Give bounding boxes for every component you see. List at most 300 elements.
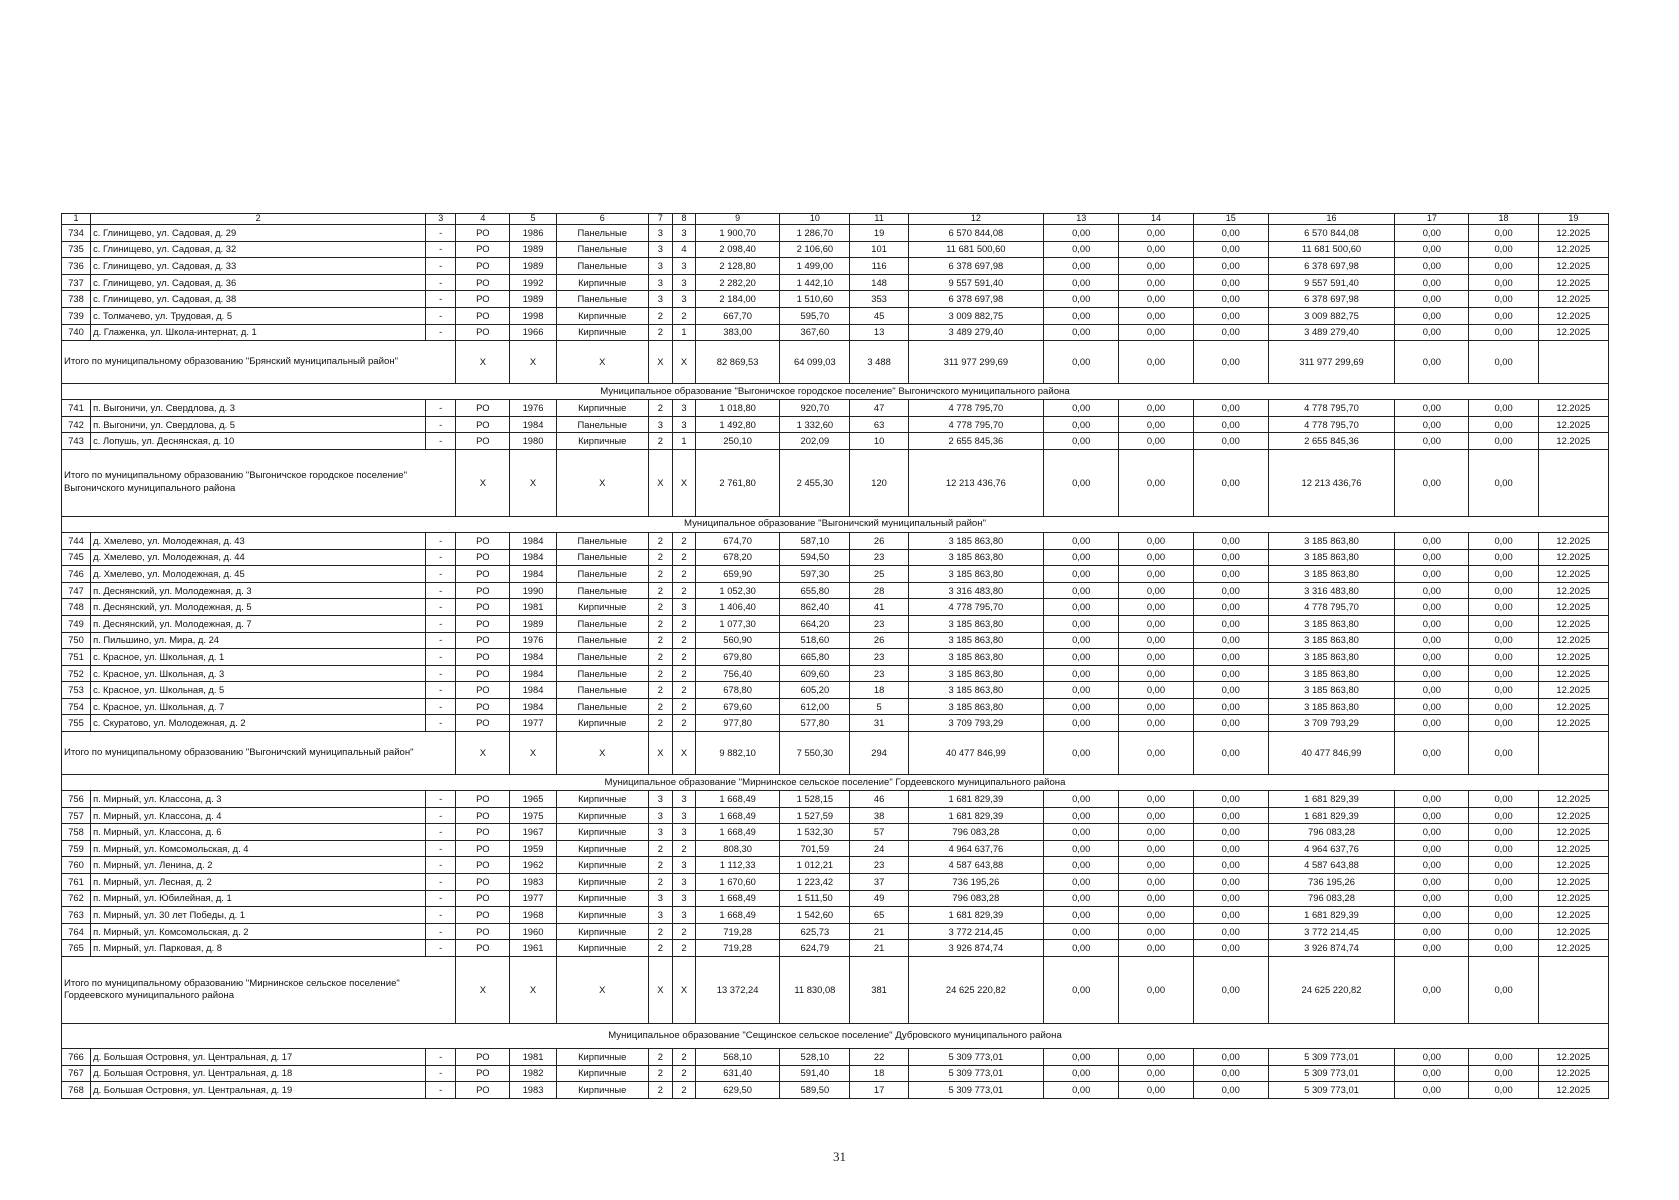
table-cell: 2 <box>672 682 695 699</box>
table-cell: 2 <box>648 400 672 417</box>
table-row <box>62 840 1609 857</box>
table-cell: 0,00 <box>1395 274 1469 291</box>
table-cell: РО <box>456 241 510 258</box>
table-cell: 1992 <box>510 274 556 291</box>
table-cell: 12.2025 <box>1538 649 1608 666</box>
subtotal-cell: 0,00 <box>1193 449 1268 516</box>
table-row <box>62 890 1609 907</box>
subtotal-cell: X <box>456 957 510 1024</box>
table-cell: 719,28 <box>696 940 780 957</box>
table-cell: Панельные <box>556 682 648 699</box>
table-cell: 0,00 <box>1044 400 1119 417</box>
table-cell: 6 570 844,08 <box>908 225 1043 242</box>
table-cell: 0,00 <box>1193 566 1268 583</box>
table-cell: 0,00 <box>1193 682 1268 699</box>
row-number: 742 <box>62 416 91 433</box>
table-cell: 3 <box>672 258 695 275</box>
subtotal-cell: 82 869,53 <box>696 341 780 384</box>
table-cell: 1984 <box>510 566 556 583</box>
address-cell: п. Мирный, ул. Ленина, д. 2 <box>91 857 426 874</box>
subtotal-cell: 2 761,80 <box>696 449 780 516</box>
table-cell: РО <box>456 324 510 341</box>
table-cell: 2 <box>648 566 672 583</box>
subtotal-label: Итого по муниципальному образованию "Мирнинское сельское поселение" Гордеевского муниципального района <box>62 957 456 1024</box>
table-cell: Кирпичные <box>556 857 648 874</box>
row-number: 736 <box>62 258 91 275</box>
row-number: 735 <box>62 241 91 258</box>
subtotal-cell: 0,00 <box>1193 732 1268 775</box>
table-cell: 31 <box>850 715 908 732</box>
table-cell: - <box>426 874 456 891</box>
table-cell: 0,00 <box>1395 857 1469 874</box>
table-cell: 0,00 <box>1044 649 1119 666</box>
table-cell: 0,00 <box>1119 649 1193 666</box>
row-number: 750 <box>62 632 91 649</box>
table-cell: - <box>426 791 456 808</box>
address-cell: с. Лопушь, ул. Деснянская, д. 10 <box>91 433 426 450</box>
table-cell: 796 083,28 <box>1268 824 1394 841</box>
table-cell: 667,70 <box>696 307 780 324</box>
table-cell: 0,00 <box>1119 698 1193 715</box>
table-cell: 1975 <box>510 807 556 824</box>
table-cell: 0,00 <box>1044 907 1119 924</box>
subtotal-cell: 294 <box>850 732 908 775</box>
table-cell: 594,50 <box>780 549 850 566</box>
table-cell: 0,00 <box>1469 532 1538 549</box>
table-cell: 0,00 <box>1469 682 1538 699</box>
table-cell: 4 964 637,76 <box>1268 840 1394 857</box>
table-cell: 1989 <box>510 241 556 258</box>
address-cell: с. Толмачево, ул. Трудовая, д. 5 <box>91 307 426 324</box>
table-cell: 0,00 <box>1193 582 1268 599</box>
table-cell: 3 316 483,80 <box>908 582 1043 599</box>
column-header: 3 <box>426 214 456 225</box>
table-cell: 0,00 <box>1044 241 1119 258</box>
table-cell: 1 527,59 <box>780 807 850 824</box>
table-cell: 0,00 <box>1395 416 1469 433</box>
table-cell: Кирпичные <box>556 874 648 891</box>
table-cell: 0,00 <box>1395 225 1469 242</box>
table-cell: 0,00 <box>1119 274 1193 291</box>
table-cell: 0,00 <box>1469 840 1538 857</box>
table-cell: 3 185 863,80 <box>908 665 1043 682</box>
table-cell: 12.2025 <box>1538 400 1608 417</box>
table-cell: 0,00 <box>1044 857 1119 874</box>
table-cell: 1 542,60 <box>780 907 850 924</box>
table-cell: 0,00 <box>1469 1049 1538 1066</box>
table-cell: 1984 <box>510 698 556 715</box>
table-cell: 1 112,33 <box>696 857 780 874</box>
table-cell: 0,00 <box>1193 715 1268 732</box>
table-cell: 0,00 <box>1044 582 1119 599</box>
table-cell: 0,00 <box>1119 715 1193 732</box>
table-cell: 2 <box>672 566 695 583</box>
table-cell: 0,00 <box>1044 715 1119 732</box>
table-cell: 0,00 <box>1119 1049 1193 1066</box>
table-cell: 597,30 <box>780 566 850 583</box>
table-cell: 12.2025 <box>1538 241 1608 258</box>
table-cell: Кирпичные <box>556 324 648 341</box>
subtotal-cell: X <box>672 957 695 1024</box>
subtotal-cell: X <box>648 732 672 775</box>
table-cell: 2 655 845,36 <box>908 433 1043 450</box>
table-cell: РО <box>456 416 510 433</box>
table-cell: 0,00 <box>1193 874 1268 891</box>
address-cell: с. Глинищево, ул. Садовая, д. 38 <box>91 291 426 308</box>
table-cell: 26 <box>850 532 908 549</box>
subtotal-cell: 64 099,03 <box>780 341 850 384</box>
table-cell: - <box>426 907 456 924</box>
address-cell: п. Выгоничи, ул. Свердлова, д. 3 <box>91 400 426 417</box>
table-cell: 0,00 <box>1469 258 1538 275</box>
table-cell: 1976 <box>510 400 556 417</box>
column-header: 10 <box>780 214 850 225</box>
table-row <box>62 291 1609 308</box>
table-cell: 4 964 637,76 <box>908 840 1043 857</box>
table-row <box>62 307 1609 324</box>
table-cell: 0,00 <box>1469 698 1538 715</box>
table-cell: 0,00 <box>1119 566 1193 583</box>
table-cell: Кирпичные <box>556 907 648 924</box>
column-header: 7 <box>648 214 672 225</box>
table-row <box>62 698 1609 715</box>
table-cell: РО <box>456 566 510 583</box>
table-cell: Панельные <box>556 566 648 583</box>
table-cell: 0,00 <box>1469 874 1538 891</box>
table-cell: РО <box>456 532 510 549</box>
table-row <box>62 1049 1609 1066</box>
table-row <box>62 665 1609 682</box>
address-cell: с. Красное, ул. Школьная, д. 1 <box>91 649 426 666</box>
table-cell: 12.2025 <box>1538 599 1608 616</box>
table-cell: 3 772 214,45 <box>908 923 1043 940</box>
table-cell: 0,00 <box>1469 225 1538 242</box>
table-cell: 3 316 483,80 <box>1268 582 1394 599</box>
address-cell: с. Глинищево, ул. Садовая, д. 33 <box>91 258 426 275</box>
column-header: 15 <box>1193 214 1268 225</box>
table-row <box>62 532 1609 549</box>
table-cell: Панельные <box>556 416 648 433</box>
table-cell: 0,00 <box>1193 824 1268 841</box>
table-cell: 3 <box>672 400 695 417</box>
table-row <box>62 582 1609 599</box>
table-cell: 0,00 <box>1469 274 1538 291</box>
subtotal-label: Итого по муниципальному образованию "Выгоничский муниципальный район" <box>62 732 456 775</box>
address-cell: п. Деснянский, ул. Молодежная, д. 3 <box>91 582 426 599</box>
table-cell: 0,00 <box>1044 1065 1119 1082</box>
subtotal-cell: 0,00 <box>1395 449 1469 516</box>
table-cell: 1959 <box>510 840 556 857</box>
table-cell: 0,00 <box>1469 907 1538 924</box>
table-cell: 25 <box>850 566 908 583</box>
table-cell: Панельные <box>556 549 648 566</box>
table-cell: 18 <box>850 682 908 699</box>
subtotal-cell: 120 <box>850 449 908 516</box>
table-cell: 0,00 <box>1469 416 1538 433</box>
table-cell: 202,09 <box>780 433 850 450</box>
table-cell: 0,00 <box>1395 433 1469 450</box>
table-cell: Кирпичные <box>556 923 648 940</box>
row-number: 761 <box>62 874 91 891</box>
table-cell: 0,00 <box>1395 1065 1469 1082</box>
table-cell: 3 185 863,80 <box>908 532 1043 549</box>
table-cell: 3 185 863,80 <box>908 649 1043 666</box>
table-cell: 0,00 <box>1044 549 1119 566</box>
table-cell: 0,00 <box>1469 433 1538 450</box>
subtotal-cell: 12 213 436,76 <box>908 449 1043 516</box>
table-cell: Кирпичные <box>556 715 648 732</box>
table-cell: 0,00 <box>1469 324 1538 341</box>
table-row <box>62 241 1609 258</box>
table-cell: 0,00 <box>1469 649 1538 666</box>
table-cell: 0,00 <box>1119 291 1193 308</box>
table-cell: РО <box>456 582 510 599</box>
table-cell: 2 <box>672 923 695 940</box>
table-cell: 0,00 <box>1469 890 1538 907</box>
table-cell: 0,00 <box>1395 791 1469 808</box>
subtotal-cell: 0,00 <box>1119 957 1193 1024</box>
row-number: 741 <box>62 400 91 417</box>
table-cell: 796 083,28 <box>1268 890 1394 907</box>
table-row <box>62 807 1609 824</box>
table-cell: РО <box>456 615 510 632</box>
table-cell: 0,00 <box>1044 324 1119 341</box>
subtotal-label: Итого по муниципальному образованию "Брянский муниципальный район" <box>62 341 456 384</box>
table-cell: 1962 <box>510 857 556 874</box>
table-row <box>62 1065 1609 1082</box>
table-cell: 10 <box>850 433 908 450</box>
table-cell: - <box>426 274 456 291</box>
table-cell: 3 <box>648 907 672 924</box>
table-cell: 0,00 <box>1119 791 1193 808</box>
row-number: 746 <box>62 566 91 583</box>
table-row <box>62 324 1609 341</box>
table-cell: 0,00 <box>1119 433 1193 450</box>
table-row <box>62 615 1609 632</box>
table-cell: 0,00 <box>1395 715 1469 732</box>
table-cell: Панельные <box>556 258 648 275</box>
column-header: 4 <box>456 214 510 225</box>
table-cell: 12.2025 <box>1538 857 1608 874</box>
table-cell: 518,60 <box>780 632 850 649</box>
column-header: 13 <box>1044 214 1119 225</box>
table-cell: 1 286,70 <box>780 225 850 242</box>
address-cell: с. Красное, ул. Школьная, д. 5 <box>91 682 426 699</box>
table-cell: 0,00 <box>1469 307 1538 324</box>
column-header: 16 <box>1268 214 1394 225</box>
table-cell: 589,50 <box>780 1082 850 1099</box>
table-cell: 0,00 <box>1119 1082 1193 1099</box>
table-cell: 4 <box>672 241 695 258</box>
table-cell: РО <box>456 665 510 682</box>
table-cell: - <box>426 890 456 907</box>
table-cell: 0,00 <box>1044 1082 1119 1099</box>
column-header: 18 <box>1469 214 1538 225</box>
table-cell: 13 <box>850 324 908 341</box>
table-cell: 0,00 <box>1193 1049 1268 1066</box>
table-cell: 9 557 591,40 <box>1268 274 1394 291</box>
address-cell: п. Выгоничи, ул. Свердлова, д. 5 <box>91 416 426 433</box>
table-cell: 0,00 <box>1469 940 1538 957</box>
table-cell: 383,00 <box>696 324 780 341</box>
table-row <box>62 824 1609 841</box>
table-cell: 116 <box>850 258 908 275</box>
table-cell: 629,50 <box>696 1082 780 1099</box>
table-cell: - <box>426 1049 456 1066</box>
table-cell: 1983 <box>510 1082 556 1099</box>
row-number: 766 <box>62 1049 91 1066</box>
table-cell: 2 <box>672 632 695 649</box>
table-cell: 2 <box>672 665 695 682</box>
address-cell: п. Деснянский, ул. Молодежная, д. 5 <box>91 599 426 616</box>
table-cell: 3 185 863,80 <box>908 615 1043 632</box>
subtotal-cell: 24 625 220,82 <box>1268 957 1394 1024</box>
table-cell: 3 <box>672 907 695 924</box>
table-cell: 2 <box>648 698 672 715</box>
table-row <box>62 566 1609 583</box>
subtotal-cell: 0,00 <box>1044 449 1119 516</box>
row-number: 760 <box>62 857 91 874</box>
table-cell: 3 185 863,80 <box>1268 649 1394 666</box>
address-cell: с. Глинищево, ул. Садовая, д. 36 <box>91 274 426 291</box>
table-cell: 24 <box>850 840 908 857</box>
table-cell: 0,00 <box>1044 433 1119 450</box>
table-cell: 4 778 795,70 <box>1268 416 1394 433</box>
table-cell: 12.2025 <box>1538 566 1608 583</box>
table-cell: 12.2025 <box>1538 324 1608 341</box>
table-cell: 11 681 500,60 <box>1268 241 1394 258</box>
subtotal-cell: X <box>648 957 672 1024</box>
table-cell: 2 <box>648 433 672 450</box>
table-cell: 12.2025 <box>1538 940 1608 957</box>
table-cell: - <box>426 258 456 275</box>
subtotal-cell: 13 372,24 <box>696 957 780 1024</box>
table-cell: 0,00 <box>1044 682 1119 699</box>
table-cell: 2 <box>648 649 672 666</box>
table-cell: 2 <box>672 1049 695 1066</box>
table-cell: 0,00 <box>1044 840 1119 857</box>
address-cell: д. Хмелево, ул. Молодежная, д. 44 <box>91 549 426 566</box>
table-cell: 12.2025 <box>1538 1049 1608 1066</box>
subtotal-cell: 40 477 846,99 <box>1268 732 1394 775</box>
table-cell: 605,20 <box>780 682 850 699</box>
table-cell: 0,00 <box>1119 632 1193 649</box>
row-number: 758 <box>62 824 91 841</box>
address-cell: п. Мирный, ул. Комсомольская, д. 4 <box>91 840 426 857</box>
table-cell: РО <box>456 649 510 666</box>
table-cell: РО <box>456 682 510 699</box>
table-cell: Кирпичные <box>556 807 648 824</box>
table-cell: 0,00 <box>1044 874 1119 891</box>
row-number: 767 <box>62 1065 91 1082</box>
table-cell: 3 185 863,80 <box>1268 615 1394 632</box>
table-cell: 12.2025 <box>1538 824 1608 841</box>
table-row <box>62 549 1609 566</box>
table-cell: 701,59 <box>780 840 850 857</box>
table-cell: 0,00 <box>1193 1082 1268 1099</box>
table-cell: 0,00 <box>1395 566 1469 583</box>
table-cell: 23 <box>850 857 908 874</box>
table-cell: 1 681 829,39 <box>1268 807 1394 824</box>
table-cell: - <box>426 807 456 824</box>
table-cell: 0,00 <box>1395 1049 1469 1066</box>
table-cell: 3 772 214,45 <box>1268 923 1394 940</box>
table-cell: 0,00 <box>1395 824 1469 841</box>
table-cell: Кирпичные <box>556 599 648 616</box>
table-cell: 0,00 <box>1193 532 1268 549</box>
table-cell: 3 <box>648 890 672 907</box>
table-cell: Панельные <box>556 649 648 666</box>
table-cell: 4 587 643,88 <box>1268 857 1394 874</box>
table-cell: 0,00 <box>1044 791 1119 808</box>
table-cell: 1984 <box>510 532 556 549</box>
subtotal-row <box>62 957 1609 1024</box>
subtotal-cell: 0,00 <box>1119 732 1193 775</box>
table-cell: 0,00 <box>1193 307 1268 324</box>
table-cell: 0,00 <box>1193 416 1268 433</box>
table-cell: Панельные <box>556 532 648 549</box>
table-cell: 0,00 <box>1193 890 1268 907</box>
table-cell: 1990 <box>510 582 556 599</box>
subtotal-cell: X <box>556 449 648 516</box>
subtotal-cell: X <box>648 341 672 384</box>
table-cell: - <box>426 857 456 874</box>
row-number: 762 <box>62 890 91 907</box>
subtotal-cell: X <box>456 732 510 775</box>
table-cell: 3 185 863,80 <box>908 682 1043 699</box>
table-cell: 0,00 <box>1119 615 1193 632</box>
table-cell: Кирпичные <box>556 824 648 841</box>
subtotal-cell: X <box>672 341 695 384</box>
table-cell: 756,40 <box>696 665 780 682</box>
row-number: 743 <box>62 433 91 450</box>
table-cell: 0,00 <box>1119 840 1193 857</box>
table-cell: 0,00 <box>1044 807 1119 824</box>
table-cell: РО <box>456 632 510 649</box>
table-cell: 1965 <box>510 791 556 808</box>
row-number: 737 <box>62 274 91 291</box>
table-cell: 11 681 500,60 <box>908 241 1043 258</box>
table-cell: 0,00 <box>1044 416 1119 433</box>
table-cell: 12.2025 <box>1538 682 1608 699</box>
table-cell: - <box>426 1065 456 1082</box>
table-cell: 46 <box>850 791 908 808</box>
table-cell: 3 <box>648 225 672 242</box>
table-cell: 6 378 697,98 <box>1268 291 1394 308</box>
table-cell: 0,00 <box>1395 940 1469 957</box>
table-cell: 0,00 <box>1469 582 1538 599</box>
subtotal-cell: 0,00 <box>1469 341 1538 384</box>
table-cell: 1 670,60 <box>696 874 780 891</box>
table-cell: РО <box>456 940 510 957</box>
table-cell: 0,00 <box>1044 307 1119 324</box>
table-cell: 719,28 <box>696 923 780 940</box>
table-cell: 2 282,20 <box>696 274 780 291</box>
table-cell: 2 <box>648 632 672 649</box>
subtotal-cell: 40 477 846,99 <box>908 732 1043 775</box>
table-cell: 367,60 <box>780 324 850 341</box>
table-cell: 0,00 <box>1193 632 1268 649</box>
table-cell: 3 009 882,75 <box>908 307 1043 324</box>
table-cell: 624,79 <box>780 940 850 957</box>
table-cell: 0,00 <box>1044 566 1119 583</box>
table-cell: 1998 <box>510 307 556 324</box>
address-cell: п. Мирный, ул. Комсомольская, д. 2 <box>91 923 426 940</box>
subtotal-cell: 0,00 <box>1044 341 1119 384</box>
table-cell: 0,00 <box>1193 291 1268 308</box>
column-header: 2 <box>91 214 426 225</box>
table-cell: 1982 <box>510 1065 556 1082</box>
